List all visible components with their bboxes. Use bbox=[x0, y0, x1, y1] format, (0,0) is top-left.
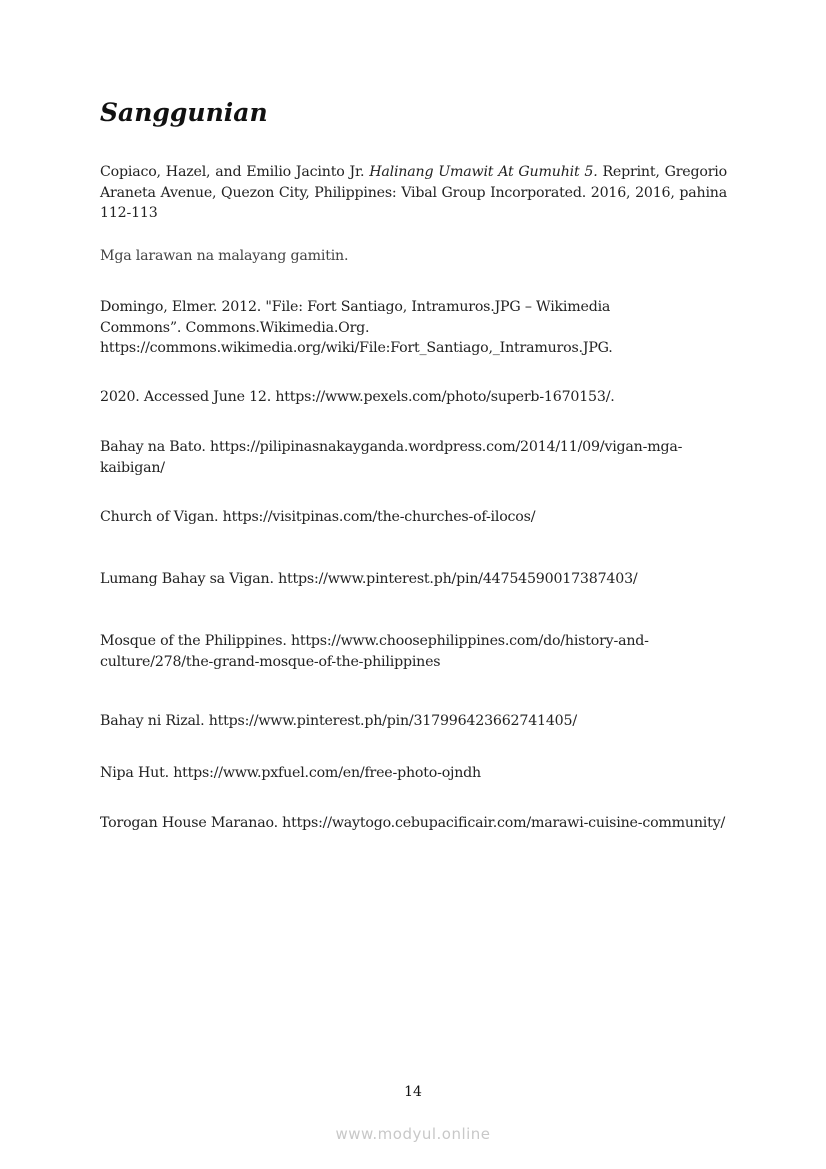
reference-torogan: Torogan House Maranao. https://waytogo.cebupacificair.com/marawi-cuisine-community/ bbox=[100, 815, 726, 831]
ref-line: Commons”. Commons.Wikimedia.Org. bbox=[100, 319, 370, 336]
reference-bahay-rizal: Bahay ni Rizal. https://www.pinterest.ph/pin/317996423662741405/ bbox=[100, 713, 577, 729]
reference-domingo bbox=[100, 297, 727, 359]
reference-bahay-na-bato: Bahay na Bato. https://pilipinasnakayganda.wordpress.com/2014/11/09/vigan-mga-kaibigan/ bbox=[100, 439, 683, 476]
ref-line: Domingo, Elmer. 2012. "File: Fort Santiago, Intramuros.JPG – Wikimedia bbox=[100, 299, 611, 315]
reference-mosque: Mosque of the Philippines. https://www.choosephilippines.com/do/history-and-culture/278/the-grand-mosque-of-the-philippines bbox=[100, 633, 649, 670]
page-title: Sanggunian bbox=[100, 98, 268, 127]
reference-church-vigan: Church of Vigan. https://visitpinas.com/the-churches-of-ilocos/ bbox=[100, 509, 536, 525]
reference-pexels: 2020. Accessed June 12. https://www.pexels.com/photo/superb-1670153/. bbox=[100, 389, 615, 405]
page-number: 14 bbox=[404, 1084, 422, 1100]
ref-line: https://commons.wikimedia.org/wiki/File:Fort_Santiago,_Intramuros.JPG. bbox=[100, 340, 613, 356]
reference-nipa-hut: Nipa Hut. https://www.pxfuel.com/en/free-photo-ojndh bbox=[100, 765, 481, 781]
reference-note: Mga larawan na malayang gamitin. bbox=[100, 248, 349, 264]
reference-lumang-bahay: Lumang Bahay sa Vigan. https://www.pinterest.ph/pin/44754590017387403/ bbox=[100, 571, 638, 587]
book-title: Halinang Umawit At Gumuhit 5. bbox=[369, 164, 598, 180]
reference-copiaco bbox=[100, 162, 727, 224]
ref-text: Reprint, Gregorio Araneta Avenue, Quezon City, Philippines: Vibal Group Incorporated. 2016, 2016, pahina 112-113 bbox=[100, 164, 727, 221]
ref-text: Copiaco, Hazel, and Emilio Jacinto Jr. bbox=[100, 164, 370, 180]
watermark: www.modyul.online bbox=[335, 1125, 491, 1143]
